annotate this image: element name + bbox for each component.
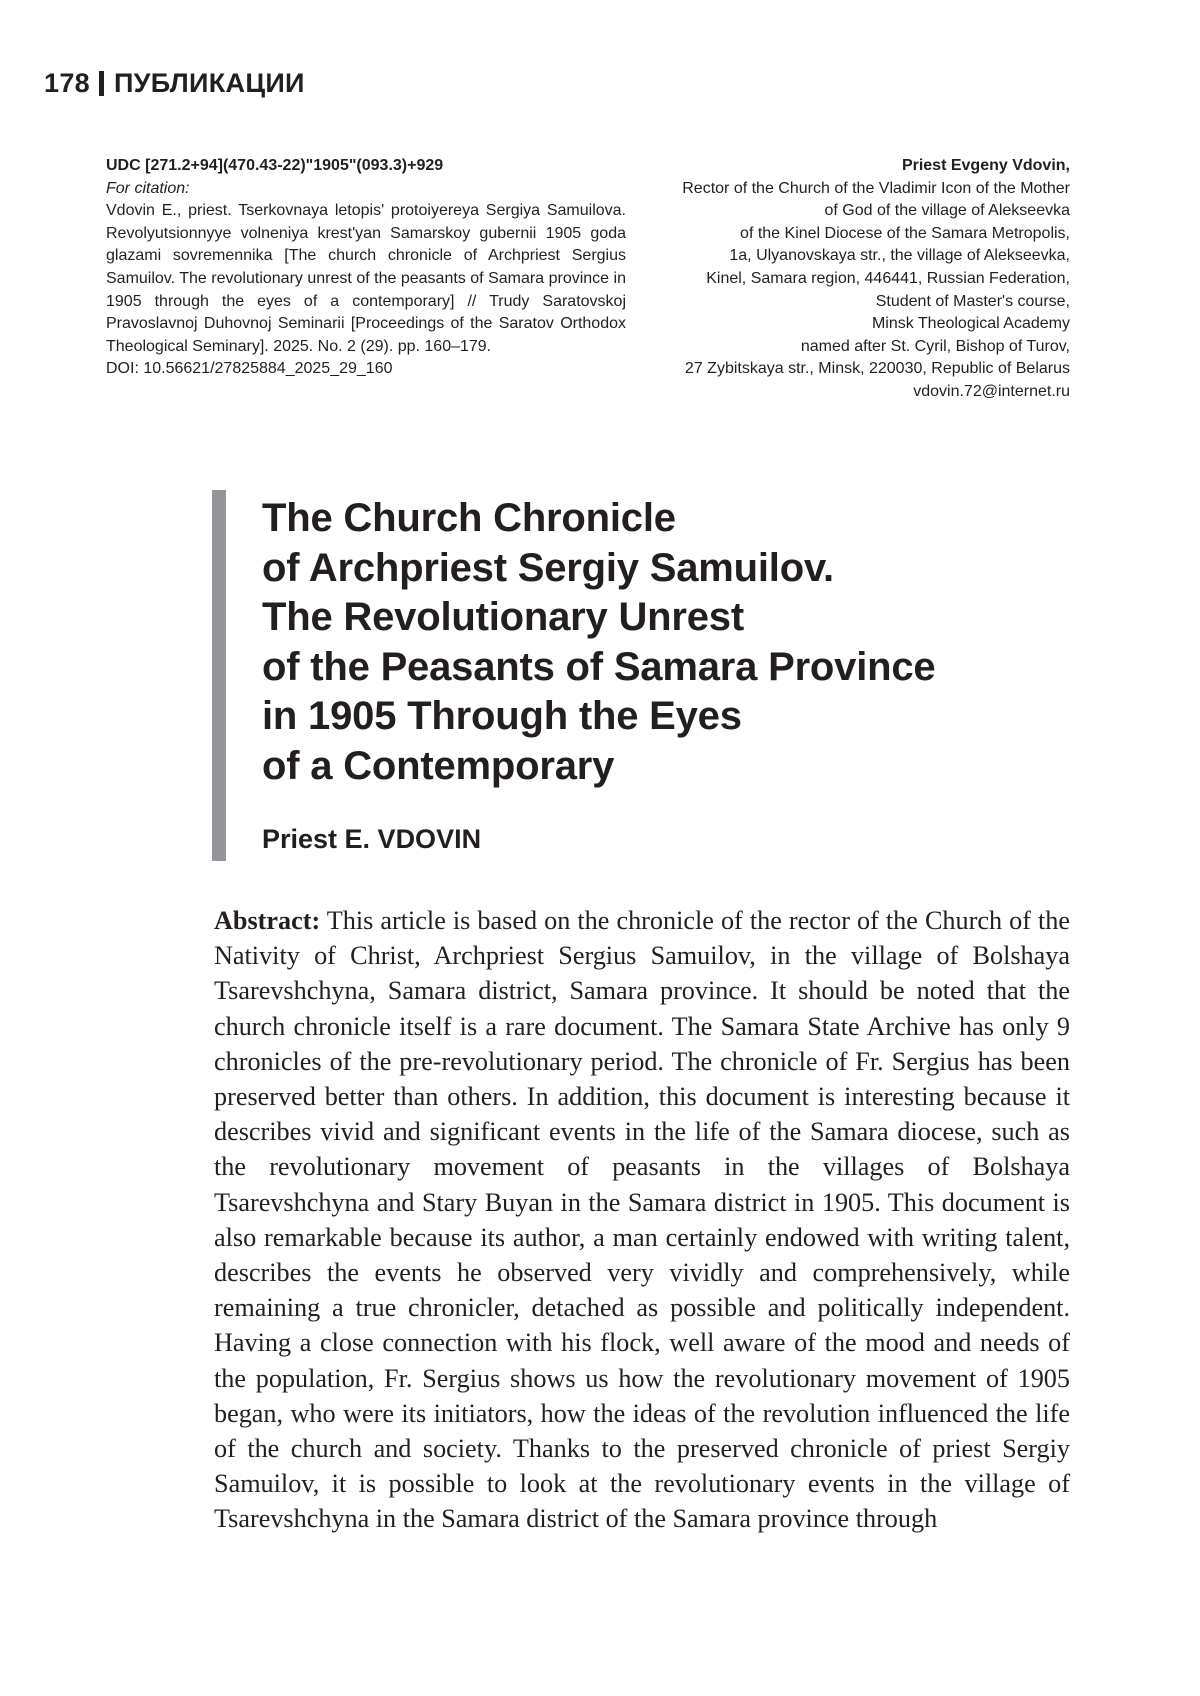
article-title bbox=[262, 490, 1142, 791]
affiliation-line: 27 Zybitskaya str., Minsk, 220030, Republic of Belarus bbox=[684, 360, 1070, 378]
title-line: in 1905 Through the Eyes bbox=[262, 694, 742, 738]
affiliation-line: Minsk Theological Academy bbox=[871, 315, 1070, 333]
affiliation-line: of the Kinel Diocese of the Samara Metropolis, bbox=[740, 224, 1070, 242]
running-head bbox=[44, 68, 305, 99]
affiliation-line: Student of Master's course, bbox=[875, 292, 1070, 310]
citation-text: Vdovin E., priest. Tserkovnaya letopis' protoiyereya Sergiya Samuilova. Revolyutsionnyye volneniya krest'yan Samarskoy gubernii 1905 goda glazami sovremennika [The church chronicle of Archpriest Sergius Samuilov. The revolutionary unrest of the peasants of Samara province in 1905 through the eyes of a contemporary] // Trudy Saratovskoj Pravoslavnoj Duhovnoj Seminarii [Proceedings of the Saratov Orthodox Theological Seminary]. 2025. No. 2 (29). pp. 160–179. bbox=[106, 202, 626, 355]
title-line: of the Peasants of Samara Province bbox=[262, 644, 936, 689]
page-number: 178 bbox=[44, 68, 90, 98]
udc-code: UDC [271.2+94](470.43-22)"1905"(093.3)+929 bbox=[106, 157, 444, 174]
author-name: Priest Evgeny Vdovin, bbox=[901, 157, 1070, 174]
header-separator bbox=[99, 71, 104, 96]
affiliation-line: 1a, Ulyanovskaya str., the village of Alekseevka, bbox=[729, 247, 1070, 265]
title-line: The Church Chronicle bbox=[262, 496, 676, 540]
section-title: ПУБЛИКАЦИИ bbox=[113, 68, 305, 98]
abstract bbox=[214, 903, 1070, 1537]
author-email: vdovin.72@internet.ru bbox=[913, 382, 1070, 400]
affiliation-line: Rector of the Church of the Vladimir Icon of the Mother bbox=[682, 179, 1070, 197]
doi: DOI: 10.56621/27825884_2025_29_160 bbox=[106, 360, 393, 378]
title-line: of Archpriest Sergiy Samuilov. bbox=[262, 545, 834, 590]
title-block bbox=[212, 490, 1142, 861]
for-citation-label: For citation: bbox=[106, 179, 190, 197]
abstract-label: Abstract: bbox=[214, 906, 321, 935]
citation-block bbox=[106, 155, 626, 381]
byline: Priest E. VDOVIN bbox=[262, 824, 482, 854]
affiliation-line: named after St. Cyril, Bishop of Turov, bbox=[800, 337, 1070, 355]
author-affiliation bbox=[600, 155, 1070, 404]
affiliation-line: Kinel, Samara region, 446441, Russian Federation, bbox=[706, 269, 1070, 287]
title-line: The Revolutionary Unrest bbox=[262, 595, 744, 639]
title-line: of a Contemporary bbox=[262, 743, 615, 788]
affiliation-line: of God of the village of Alekseevka bbox=[824, 202, 1070, 220]
abstract-text: This article is based on the chronicle of the rector of the Church of the Nativity of Christ, Archpriest Sergius Samuilov, in the village of Bolshaya Tsarevshchyna, Samara district, Samara province. It should be noted that the church chronicle itself is a rare document. The Samara State Archive has only 9 chronicles of the pre-revolutionary period. The chronicle of Fr. Sergius has been preserved better than others. In addition, this document is interesting because it describes vivid and significant events in the life of the Samara diocese, such as the revolutionary movement of peasants in the villages of Bolshaya Tsarevshchyna and Stary Buyan in the Samara district in 1905. This document is also remarkable because its author, a man certainly endowed with writing talent, describes the events he observed very vividly and comprehensively, while remaining a true chronicler, detached as possible and politically independent. Having a close connection with his flock, well aware of the mood and needs of the population, Fr. Sergius shows us how the revolutionary movement of 1905 began, who were its initiators, how the ideas of the revolution influenced the life of the church and society. Thanks to the preserved chronicle of priest Sergiy Samuilov, it is possible to look at the revolutionary events in the village of Tsarevshchyna in the Samara district of the Samara province through bbox=[214, 906, 1070, 1534]
